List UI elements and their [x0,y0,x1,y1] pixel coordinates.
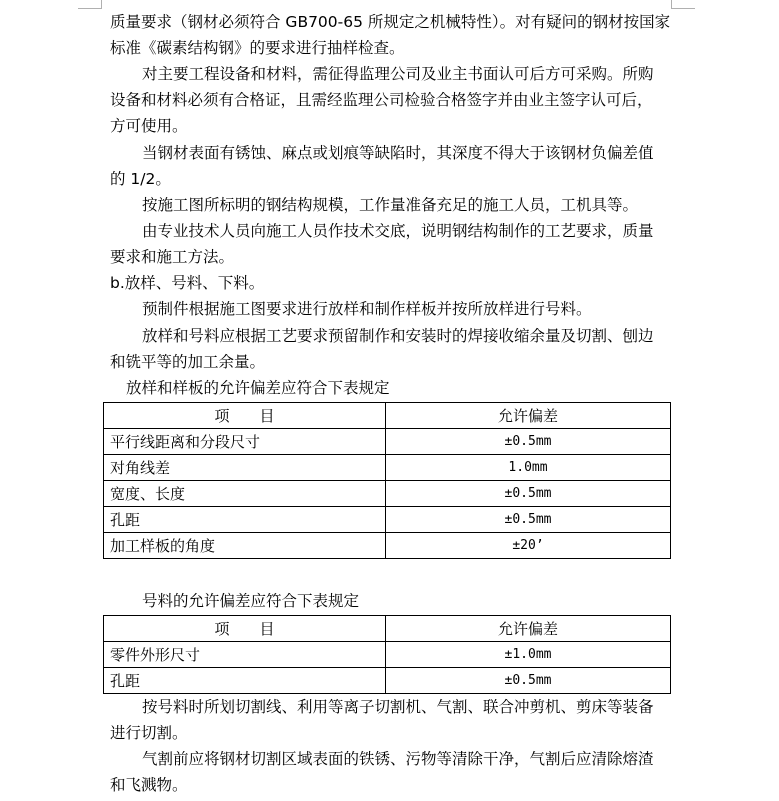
tolerance-cell: ±1.0mm [386,642,671,668]
header-tolerance: 允许偏差 [386,616,671,642]
table-row [104,429,671,455]
tolerance-cell: ±0.5mm [386,481,671,507]
tolerance-cell: ±0.5mm [386,668,671,694]
paragraph-line: 按施工图所标明的钢结构规模，工作量准备充足的施工人员，工机具等。 [142,196,639,214]
paragraph-line: 对主要工程设备和材料，需征得监理公司及业主书面认可后方可采购。所购 [142,65,654,83]
tolerance-cell: ±20’ [386,533,671,559]
header-item: 项 目 [104,616,386,642]
paragraph-line: 方可使用。 [110,117,188,135]
crop-mark-top-left [101,0,102,9]
tolerance-cell: ±0.5mm [386,429,671,455]
item-cell: 加工样板的角度 [104,533,386,559]
paragraph-line: 进行切割。 [110,724,188,742]
table-row [104,533,671,559]
paragraph-line: 按号料时所划切割线、利用等离子切割机、气割、联合冲剪机、剪床等装备 [142,698,654,716]
paragraph-line: 和铣平等的加工余量。 [110,353,266,371]
table-row [104,455,671,481]
table-header-row [104,616,671,642]
paragraph-line: 当钢材表面有锈蚀、麻点或划痕等缺陷时，其深度不得大于该钢材负偏差值 [142,144,654,162]
table-caption: 号料的允许偏差应符合下表规定 [142,592,360,610]
paragraph-line: 的 1/2。 [110,170,171,188]
paragraph-line: 由专业技术人员向施工人员作技术交底，说明钢结构制作的工艺要求，质量 [142,222,654,240]
marking-table-layout [103,615,671,694]
paragraph-line: 和飞溅物。 [110,776,188,794]
header-tolerance: 允许偏差 [386,403,671,429]
item-cell: 平行线距离和分段尺寸 [104,429,386,455]
paragraph-line: 标准《碳素结构钢》的要求进行抽样检查。 [110,39,405,57]
item-cell: 对角线差 [104,455,386,481]
crop-mark-top-right [671,0,672,9]
paragraph-line: 气割前应将钢材切割区域表面的铁锈、污物等清除干净，气割后应清除熔渣 [142,750,654,768]
item-cell: 宽度、长度 [104,481,386,507]
table-caption: 放样和样板的允许偏差应符合下表规定 [126,379,390,397]
paragraph-line: 预制件根据施工图要求进行放样和制作样板并按所放样进行号料。 [142,300,592,318]
table-header-row [104,403,671,429]
item-cell: 孔距 [104,668,386,694]
paragraph-line: 要求和施工方法。 [110,248,235,266]
crop-mark-top-left [78,8,102,9]
tolerance-cell: ±0.5mm [386,507,671,533]
header-item: 项 目 [104,403,386,429]
section-heading: b.放样、号料、下料。 [110,274,265,292]
table-row [104,668,671,694]
table-row [104,642,671,668]
item-cell: 孔距 [104,507,386,533]
table-row [104,507,671,533]
table-row [104,481,671,507]
paragraph-line: 放样和号料应根据工艺要求预留制作和安装时的焊接收缩余量及切割、刨边 [142,327,654,345]
tolerance-table-layout [103,402,671,559]
item-cell: 零件外形尺寸 [104,642,386,668]
tolerance-cell: 1.0mm [386,455,671,481]
crop-mark-top-right [671,8,695,9]
paragraph-line: 设备和材料必须有合格证，且需经监理公司检验合格签字并由业主签字认可后， [110,91,653,109]
paragraph-line: 质量要求（钢材必须符合 GB700-65 所规定之机械特性）。对有疑问的钢材按国家 [110,13,671,31]
